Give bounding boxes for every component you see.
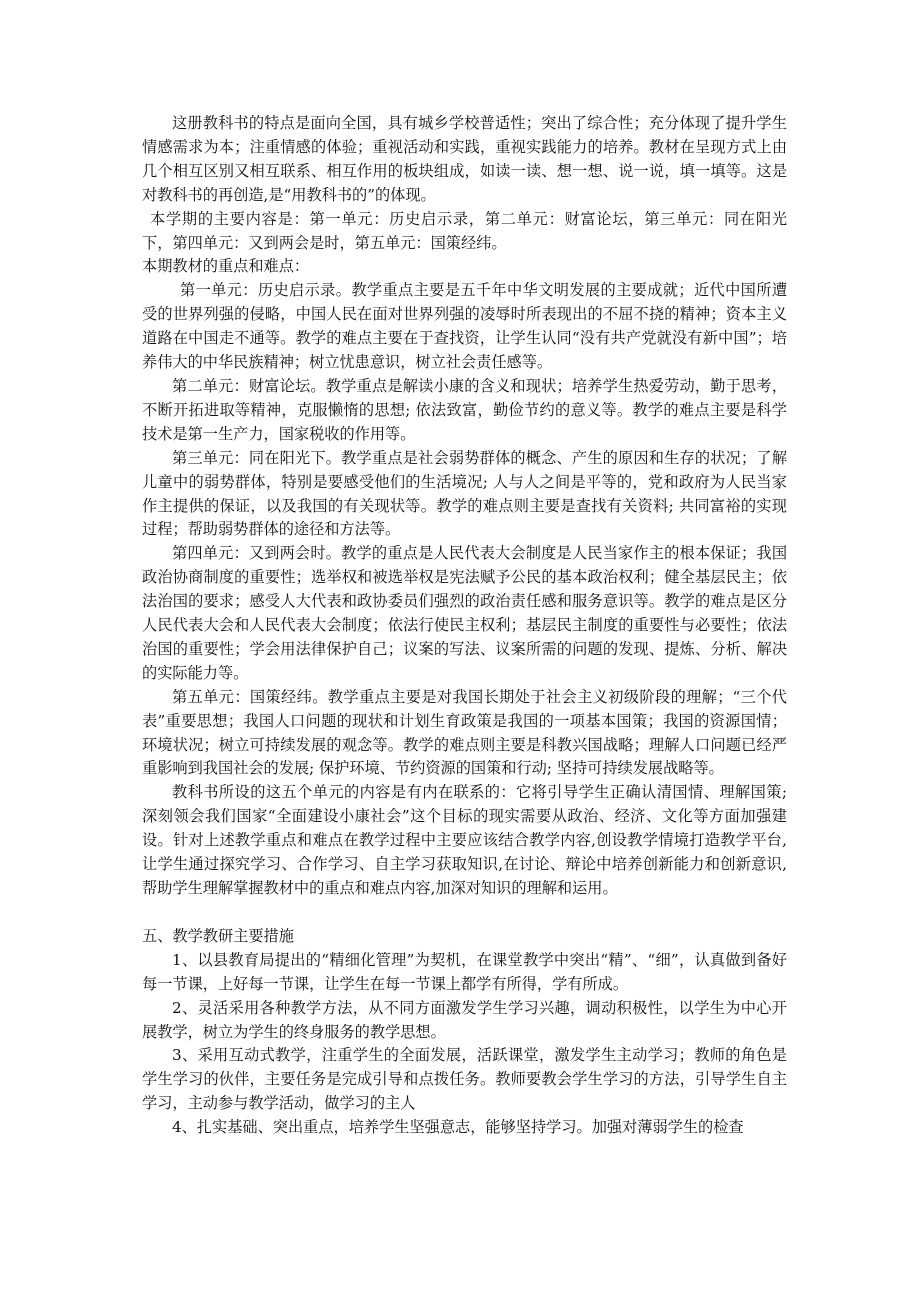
- measure-4-paragraph: 4、扎实基础、突出重点，培养学生坚强意志，能够坚持学习。加强对薄弱学生的检查: [172, 1118, 744, 1137]
- intro-paragraph: 这册教科书的特点是面向全国，具有城乡学校普适性；突出了综合性；充分体现了提升学生情感需求为本；注重情感的体验；重视活动和实践，重视实践能力的培养。教材在呈现方式上由几个相互区别又相互联系、相互作用的板块组成，如读一读、想一想、说一说，填一填等。这是对教科书的再创造,是“用教科书的”的体现。: [142, 114, 787, 204]
- unit-1-paragraph: 第一单元：历史启示录。教学重点主要是五千年中华文明发展的主要成就；近代中国所遭受的世界列强的侵略，中国人民在面对世界列强的凌辱时所表现出的不屈不挠的精神；资本主义道路在中国走不通等。教学的难点主要在于查找资，让学生认同“没有共产党就没有新中国”；培养伟大的中华民族精神；树立忧患意识，树立社会责任感等。: [142, 281, 787, 372]
- unit-4-paragraph: 第四单元：又到两会时。教学的重点是人民代表大会制度是人民当家作主的根本保证；我国政治协商制度的重要性；选举权和被选举权是宪法赋予公民的基本政治权利；健全基层民主；依法治国的要求；感受人大代表和政协委员们强烈的政治责任感和服务意识等。教学的难点是区分人民代表大会和人民代表大会制度；依法行使民主权利；基层民主制度的重要性与必要性；依法治国的重要性；学会用法律保护自己；议案的写法、议案所需的问题的发现、提炼、分析、解决的实际能力等。: [142, 544, 787, 682]
- unit-5-paragraph: 第五单元：国策经纬。教学重点主要是对我国长期处于社会主义初级阶段的理解；“三个代表”重要思想；我国人口问题的现状和计划生育政策是我国的一项基本国策；我国的资源国情；环境状况；树立可持续发展的观念等。教学的难点则主要是科教兴国战略；理解人口问题已经严重影响到我国社会的发展; 保护环境、节约资源的国策和行动; 坚持可持续发展战略等。: [142, 687, 787, 778]
- unit-2-paragraph: 第二单元：财富论坛。教学重点是解读小康的含义和现状；培养学生热爱劳动，勤于思考，不断开拓进取等精神，克服懒惰的思想; 依法致富，勤俭节约的意义等。教学的难点主要是科学技术是第一生产力，国家税收的作用等。: [142, 376, 787, 443]
- measure-2-paragraph: 2、灵活采用各种教学方法，从不同方面激发学生学习兴趣，调动积极性，以学生为中心开展教学，树立为学生的终身服务的教学思想。: [142, 998, 787, 1041]
- measure-3-paragraph: 3、采用互动式教学，注重学生的全面发展，活跃课堂，激发学生主动学习；教师的角色是学生学习的伙伴，主要任务是完成引导和点拨任务。教师要教会学生学习的方法，引导学生自主学习，主动参与教学活动，做学习的主人: [142, 1046, 787, 1113]
- section-5-heading: 五、教学教研主要措施: [142, 926, 294, 945]
- semester-content-paragraph: 本学期的主要内容是：第一单元：历史启示录，第二单元：财富论坛，第三单元：同在阳光下，第四单元：又到两会是时，第五单元：国策经纬。: [142, 209, 787, 252]
- key-points-heading: 本期教材的重点和难点：: [142, 257, 310, 276]
- document-page: [142, 112, 787, 1140]
- summary-paragraph: 教科书所设的这五个单元的内容是有内在联系的：它将引导学生正确认清国情、理解国策; 深刻领会我们国家“全面建设小康社会”这个目标的现实需要从政治、经济、文化等方面加强建设。针对上述教学重点和难点在教学过程中主要应该结合教学内容,创设教学情境打造教学平台,让学生通过探究学习、合作学习、自主学习获取知识,在讨论、辩论中培养创新能力和创新意识,帮助学生理解掌握教材中的重点和难点内容,加深对知识的理解和运用。: [142, 783, 787, 897]
- section-gap: [142, 901, 787, 925]
- unit-3-paragraph: 第三单元：同在阳光下。教学重点是社会弱势群体的概念、产生的原因和生存的状况；了解儿童中的弱势群体，特别是要感受他们的生活境况; 人与人之间是平等的，党和政府为人民当家作主提供的保证，以及我国的有关现状等。教学的难点则主要是查找有关资料; 共同富裕的实现过程；帮助弱势群体的途径和方法等。: [142, 448, 787, 539]
- measure-1-paragraph: 1、以县教育局提出的“精细化管理”为契机，在课堂教学中突出“精”、“细”，认真做到备好每一节课，上好每一节课，让学生在每一节课上都学有所得，学有所成。: [142, 950, 787, 993]
